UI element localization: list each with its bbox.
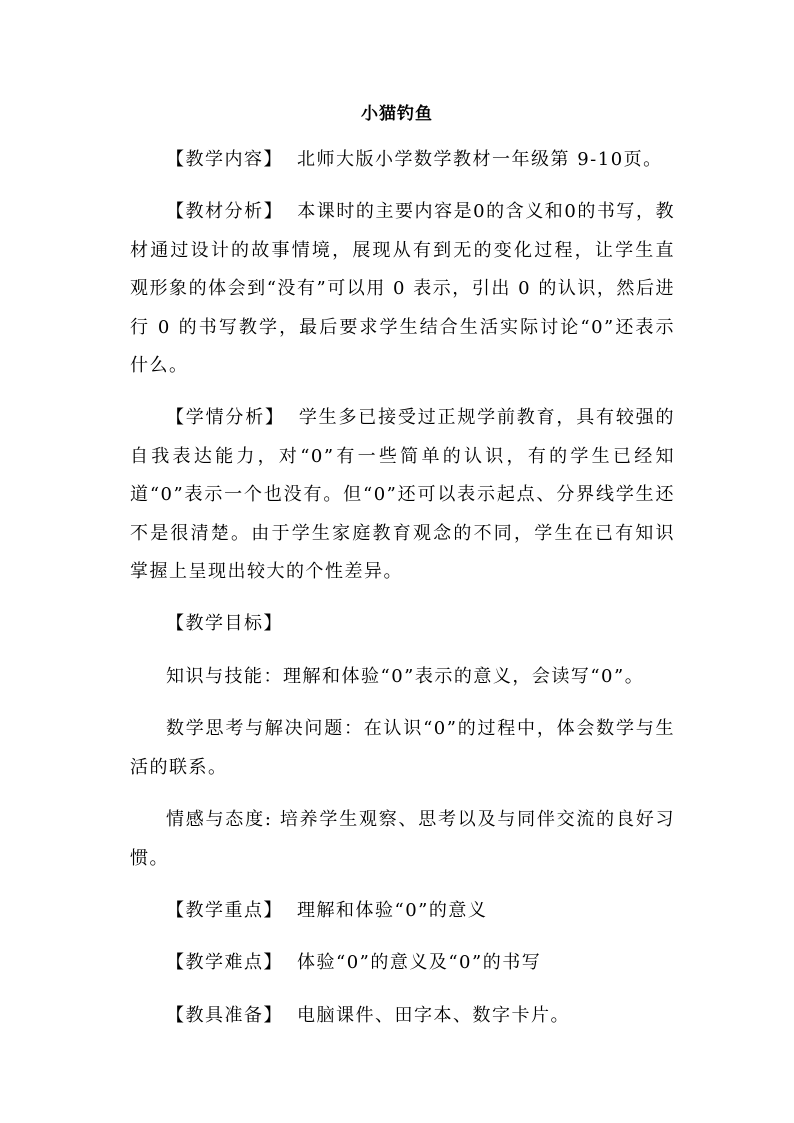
section-text: 体验“0”的意义及“0”的书写	[297, 952, 542, 974]
section-label: 【教学重点】	[166, 899, 283, 921]
paragraph-objective-knowledge	[130, 658, 675, 696]
section-text: 本课时的主要内容是0的含义和0的书写，教材通过设计的故事情境，展现从有到无的变化过程，让学生直观形象的体会到“没有”可以用 0 表示，引出 0 的认识，然后进行 0 的书写教学，最后要求学生结合生活实际讨论“0”还表示什么。	[130, 201, 675, 377]
section-label: 【教学内容】	[166, 149, 283, 170]
section-label: 【教具准备】	[166, 1004, 283, 1026]
objective-text: 情感与态度: 培养学生观察、思考以及与同伴交流的良好习惯。	[130, 809, 675, 869]
section-label: 【教学难点】	[166, 952, 283, 974]
paragraph-objective-attitude	[130, 801, 675, 878]
paragraph-teaching-aids	[130, 997, 675, 1035]
paragraph-teaching-objectives	[130, 605, 675, 643]
section-text: 理解和体验“0”的意义	[297, 899, 488, 921]
objective-text: 数学思考与解决问题：在认识“0”的过程中，体会数学与生活的联系。	[130, 718, 675, 778]
paragraph-objective-thinking	[130, 710, 675, 787]
paragraph-textbook-analysis	[130, 193, 675, 385]
section-text: 电脑课件、田字本、数字卡片。	[297, 1004, 570, 1026]
section-text: 学生多已接受过正规学前教育，具有较强的自我表达能力，对“0”有一些简单的认识，有的学生已经知道“0”表示一个也没有。但“0”还可以表示起点、分界线学生还不是很清楚。由于学生家庭教育观念的不同，学生在已有知识掌握上呈现出较大的个性差异。	[130, 407, 675, 583]
section-label: 【教学目标】	[166, 613, 283, 635]
section-label: 【教材分析】	[166, 201, 284, 223]
section-text: 北师大版小学数学教材一年级第 9-10页。	[297, 149, 663, 170]
document-title: 小猫钓鱼	[361, 104, 433, 124]
objective-text: 知识与技能：理解和体验“0”表示的意义，会读写“0”。	[166, 665, 645, 687]
paragraph-teaching-content	[130, 141, 675, 179]
paragraph-difficult-points	[130, 944, 675, 982]
section-label: 【学情分析】	[166, 407, 285, 429]
paragraph-key-points	[130, 892, 675, 930]
paragraph-student-analysis	[130, 399, 675, 591]
document-body	[130, 141, 675, 1035]
